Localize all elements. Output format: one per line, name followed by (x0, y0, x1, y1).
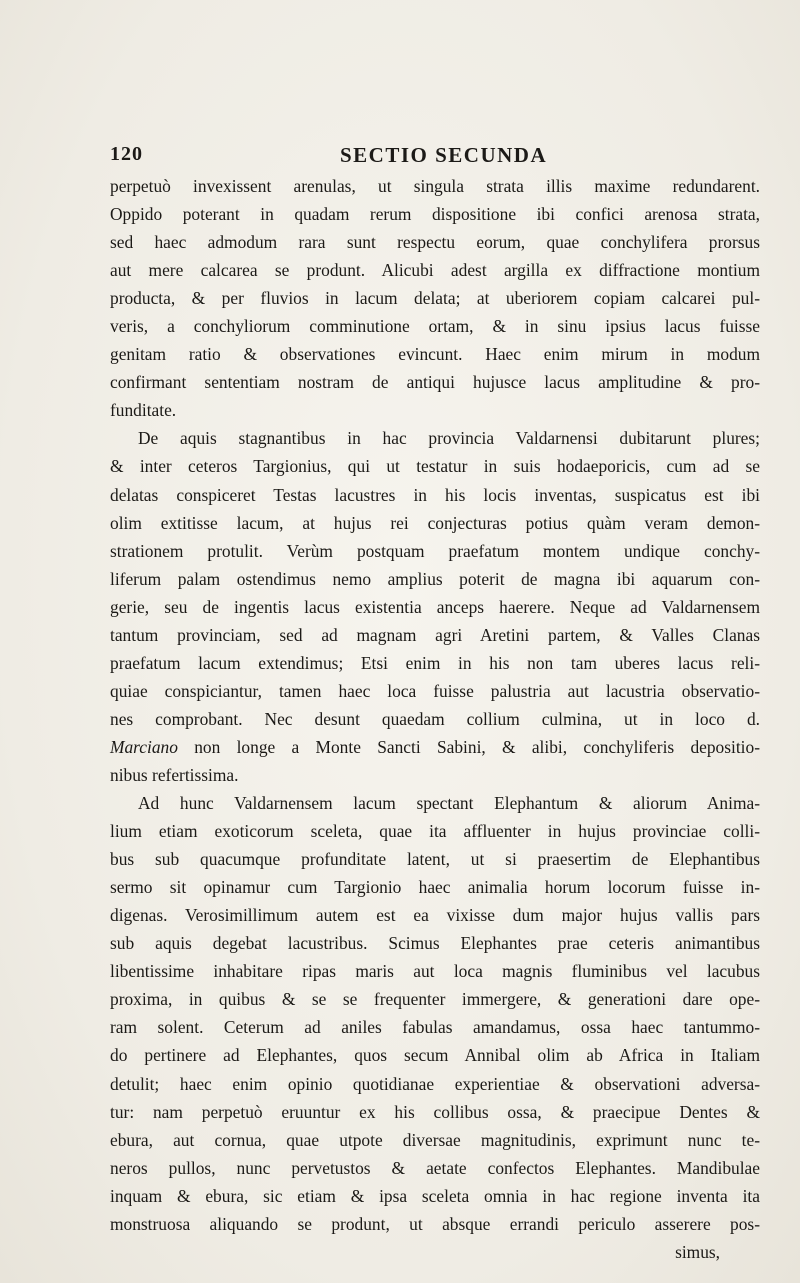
text-line: tantum provinciam, sed ad magnam agri Aretini partem, & Valles Clanas (110, 624, 760, 645)
text-line: lium etiam exoticorum sceleta, quae ita affluenter in hujus provinciae colli- (110, 821, 760, 842)
text-line: sermo sit opinamur cum Targionio haec animalia horum locorum fuisse in- (110, 877, 760, 898)
text-line: proxima, in quibus & se se frequenter immergere, & generationi dare ope- (110, 989, 760, 1010)
text-line: bus sub quacumque profunditate latent, ut si praesertim de Elephantibus (110, 849, 760, 870)
text-line: Ad hunc Valdarnensem lacum spectant Elephantum & aliorum Anima- (138, 793, 760, 814)
text-line: quiae conspiciantur, tamen haec loca fuisse palustria aut lacustria observatio- (110, 680, 760, 701)
text-line: producta, & per fluvios in lacum delata; at uberiorem copiam calcarei pul- (110, 288, 760, 309)
body-text (110, 172, 760, 1266)
text-line: aut mere calcarea se produnt. Alicubi adest argilla ex diffractione montium (110, 260, 760, 281)
text-line: sub aquis degebat lacustribus. Scimus Elephantes prae ceteris animantibus (110, 933, 760, 954)
paragraph-1 (110, 172, 760, 424)
catchword: simus, (675, 1241, 720, 1262)
text-line: libentissime inhabitare ripas maris aut loca magnis fluminibus vel lacubus (110, 961, 760, 982)
text-line: monstruosa aliquando se produnt, ut absque errandi periculo asserere pos- (110, 1213, 760, 1234)
text-line: funditate. (110, 400, 177, 421)
text-line: liferum palam ostendimus nemo amplius poterit de magna ibi aquarum con- (110, 568, 760, 589)
text-line: Oppido poterant in quadam rerum dispositione ibi confici arenosa strata, (110, 204, 760, 225)
text-line: neros pullos, nunc pervetustos & aetate confectos Elephantes. Mandibulae (110, 1157, 760, 1178)
running-head: SECTIO SECUNDA (340, 143, 548, 167)
text-line: ram solent. Ceterum ad aniles fabulas amandamus, ossa haec tantummo- (110, 1017, 760, 1038)
text-line: olim extitisse lacum, at hujus rei conjecturas potius quàm veram demon- (110, 512, 760, 533)
text-line: veris, a conchyliorum comminutione ortam, & in sinu ipsius lacus fuisse (110, 316, 760, 337)
text-line: detulit; haec enim opinio quotidianae experientiae & observationi adversa- (110, 1073, 760, 1094)
text-line: Marciano non longe a Monte Sancti Sabini, & alibi, conchyliferis depositio- (110, 736, 760, 757)
text-line: & inter ceteros Targionius, qui ut testatur in suis hodaeporicis, cum ad se (110, 456, 760, 477)
page-number: 120 (110, 143, 143, 165)
text-line: perpetuò invexissent arenulas, ut singula strata illis maxime redundarent. (110, 176, 760, 196)
text-line: inquam & ebura, sic etiam & ipsa sceleta omnia in hac regione inventa ita (110, 1185, 760, 1206)
paragraph-3 (110, 789, 760, 1238)
text-line: genitam ratio & observationes evincunt. Haec enim mirum in modum (110, 344, 760, 365)
text-line: sed haec admodum rara sunt respectu eorum, quae conchylifera prorsus (110, 232, 760, 253)
page-header (110, 143, 750, 169)
text-line: strationem protulit. Verùm postquam praefatum montem undique conchy- (110, 540, 760, 561)
text-line: nibus refertissima. (110, 764, 239, 785)
text-line: De aquis stagnantibus in hac provincia Valdarnensi dubitarunt plures; (138, 428, 760, 449)
text-line: ebura, aut cornua, quae utpote diversae magnitudinis, exprimunt nunc te- (110, 1129, 760, 1150)
text-line: digenas. Verosimillimum autem est ea vixisse dum major hujus vallis pars (110, 905, 760, 926)
paragraph-2 (110, 424, 760, 789)
text-line: do pertinere ad Elephantes, quos secum Annibal olim ab Africa in Italiam (110, 1045, 760, 1066)
text-line: nes comprobant. Nec desunt quaedam collium culmina, ut in loco d. (110, 708, 760, 729)
text-line: delatas conspiceret Testas lacustres in his locis inventas, suspicatus est ibi (110, 484, 760, 505)
text-line: tur: nam perpetuò eruuntur ex his collibus ossa, & praecipue Dentes & (110, 1101, 760, 1122)
text-line: confirmant sententiam nostram de antiqui hujusce lacus amplitudine & pro- (110, 372, 760, 393)
place-name: Marciano (110, 736, 178, 757)
text-line: gerie, seu de ingentis lacus existentia anceps haerere. Neque ad Valdarnensem (110, 596, 760, 617)
text-line: praefatum lacum extendimus; Etsi enim in his non tam uberes lacus reli- (110, 652, 760, 673)
